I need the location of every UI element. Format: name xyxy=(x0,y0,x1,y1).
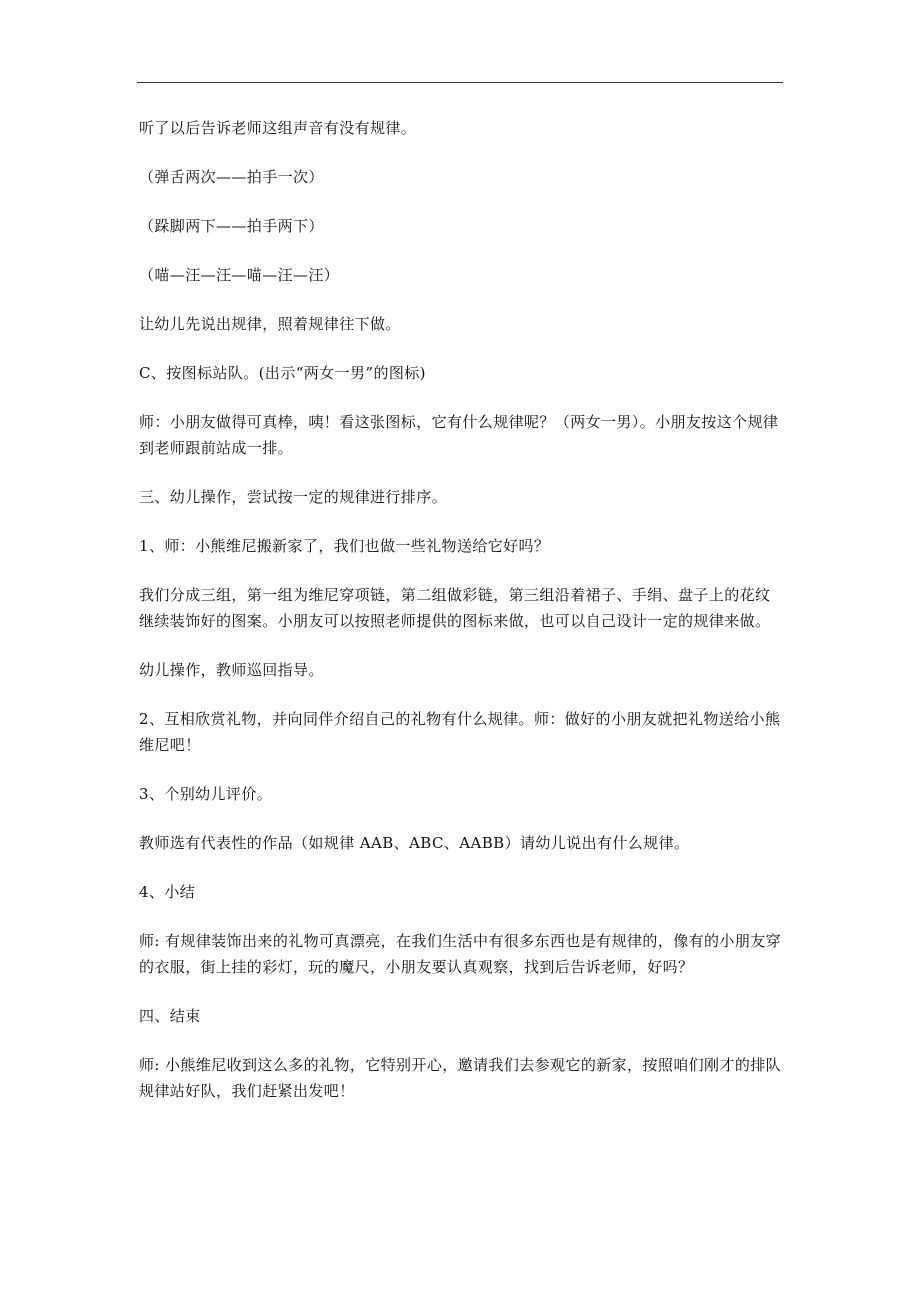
paragraph-section-c: C、按图标站队。(出示“两女一男”的图标) xyxy=(139,364,426,382)
paragraph-children-operate: 幼儿操作，教师巡回指导。 xyxy=(139,661,324,679)
header-rule xyxy=(137,82,783,83)
paragraph-item-2: 2、互相欣赏礼物，并向同伴介绍自己的礼物有什么规律。师：做好的小朋友就把礼物送给小熊维尼吧！ xyxy=(139,710,781,754)
paragraph-sound-pattern-1: （弹舌两次——拍手一次） xyxy=(139,168,324,186)
document-body xyxy=(139,115,783,1127)
paragraph-sound-pattern-3: （喵—汪—汪—喵—汪—汪） xyxy=(139,266,340,284)
paragraph-follow-rule: 让幼儿先说出规律，照着规律往下做。 xyxy=(139,315,401,333)
paragraph-teacher-icon: 师：小朋友做得可真棒，咦！看这张图标，它有什么规律呢？（两女一男）。小朋友按这个规律到老师跟前站成一排。 xyxy=(139,413,779,457)
paragraph-representative-works: 教师选有代表性的作品（如规律 AAB、ABC、AABB）请幼儿说出有什么规律。 xyxy=(139,834,690,852)
paragraph-ending: 师: 小熊维尼收到这么多的礼物，它特别开心，邀请我们去参观它的新家，按照咱们刚才的排队规律站好队，我们赶紧出发吧！ xyxy=(139,1056,782,1100)
paragraph-listen-instruction: 听了以后告诉老师这组声音有没有规律。 xyxy=(139,119,417,137)
section-heading-three: 三、幼儿操作，尝试按一定的规律进行排序。 xyxy=(139,488,448,506)
paragraph-item-4: 4、小结 xyxy=(139,883,196,901)
paragraph-item-1: 1、师：小熊维尼搬新家了，我们也做一些礼物送给它好吗？ xyxy=(139,537,550,555)
paragraph-summary: 师: 有规律装饰出来的礼物可真漂亮，在我们生活中有很多东西也是有规律的，像有的小朋友穿的衣服，街上挂的彩灯，玩的魔尺，小朋友要认真观察，找到后告诉老师，好吗？ xyxy=(139,932,782,976)
section-heading-four: 四、结束 xyxy=(139,1007,201,1025)
paragraph-groups: 我们分成三组，第一组为维尼穿项链，第二组做彩链，第三组沿着裙子、手绢、盘子上的花纹继续装饰好的图案。小朋友可以按照老师提供的图标来做，也可以自己设计一定的规律来做。 xyxy=(139,586,771,630)
paragraph-item-3: 3、个别幼儿评价。 xyxy=(139,785,273,803)
paragraph-sound-pattern-2: （跺脚两下——拍手两下） xyxy=(139,217,324,235)
